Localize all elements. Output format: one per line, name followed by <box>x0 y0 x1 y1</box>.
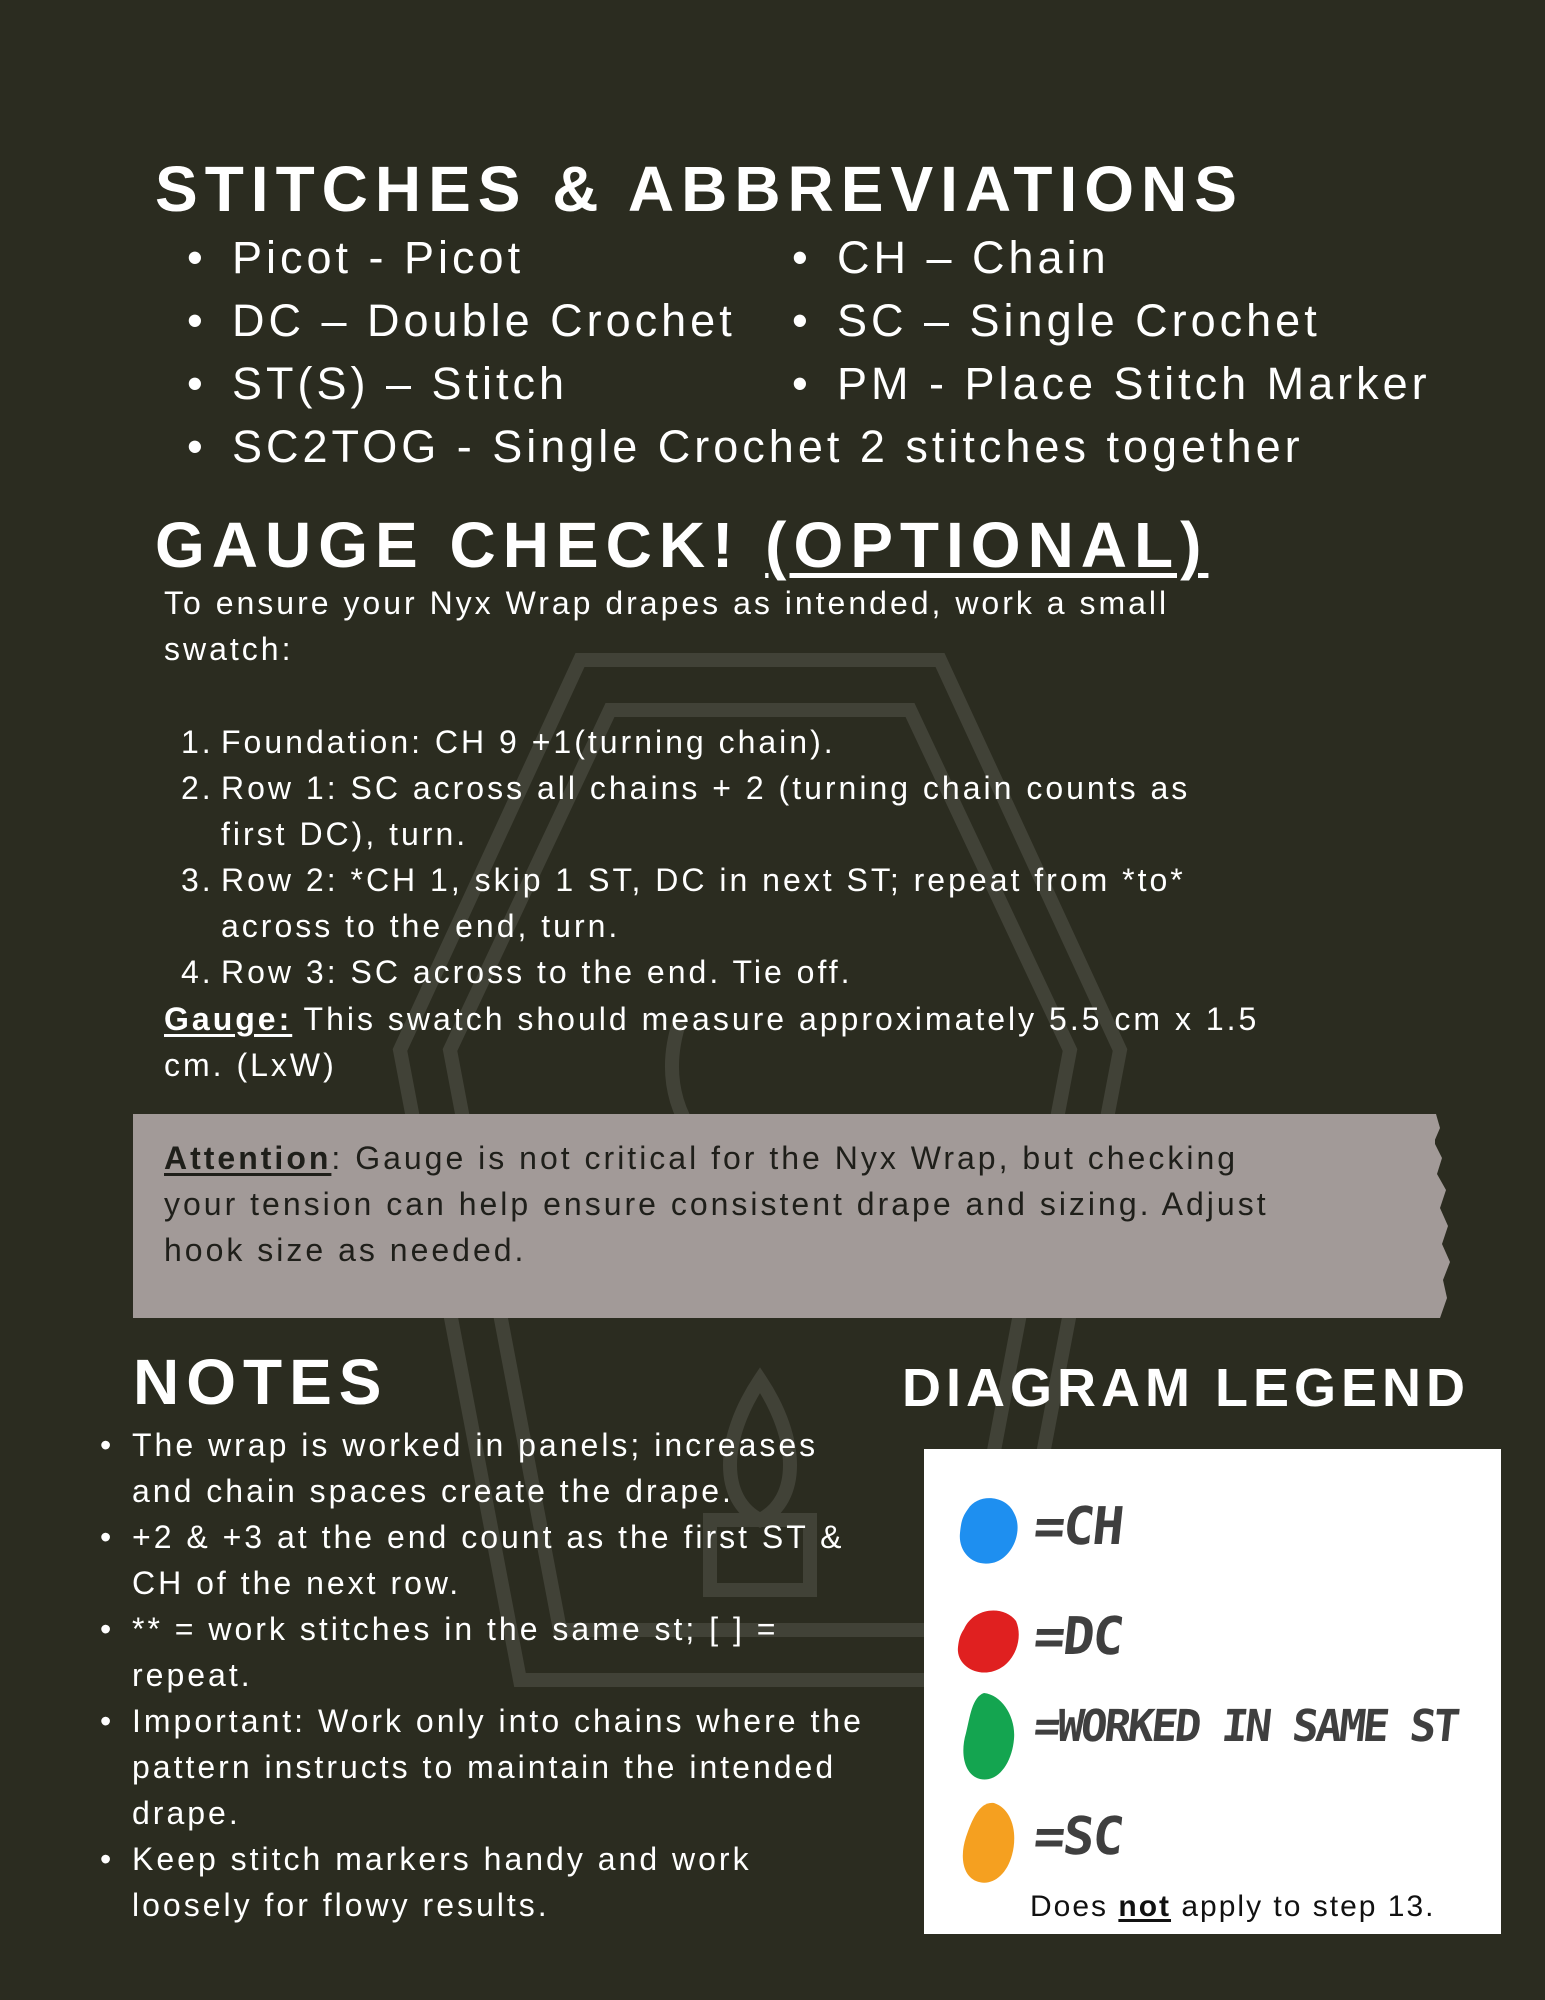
abbreviations-list-right <box>790 226 1431 415</box>
blue-blob-icon <box>954 1489 1024 1569</box>
attention-note <box>164 1135 1294 1273</box>
legend-note-emphasis: not <box>1118 1890 1172 1923</box>
legend-label-ch: =CH <box>1030 1497 1126 1557</box>
list-item <box>164 949 1264 995</box>
stitches-heading: STITCHES & ABBREVIATIONS <box>155 153 1244 225</box>
gauge-measurement <box>164 996 1274 1088</box>
gauge-steps <box>164 719 1264 995</box>
step-text: Row 3: SC across to the end. Tie off. <box>221 954 853 990</box>
legend-label-sc: =SC <box>1030 1807 1126 1867</box>
gauge-label: Gauge: <box>164 1001 293 1037</box>
list-item: • The wrap is worked in panels; increases and chain spaces create the drape. <box>98 1422 878 1514</box>
legend-note-after: apply to step 13. <box>1171 1890 1436 1923</box>
list-item: • SC – Single Crochet <box>790 289 1431 352</box>
list-item: • PM - Place Stitch Marker <box>790 352 1431 415</box>
step-number: 1. <box>181 724 214 760</box>
legend-label-same-st: =WORKED IN SAME ST <box>1031 1701 1460 1752</box>
list-item: • SC2TOG - Single Crochet 2 stitches together <box>185 415 1304 478</box>
gauge-heading-main: GAUGE CHECK! <box>155 509 741 581</box>
step-text: Foundation: CH 9 +1(turning chain). <box>221 724 836 760</box>
gauge-heading-optional: (OPTIONAL) <box>765 509 1209 581</box>
step-number: 4. <box>181 954 214 990</box>
list-item: • +2 & +3 at the end count as the first ST & CH of the next row. <box>98 1514 878 1606</box>
orange-blob-icon <box>954 1799 1024 1889</box>
list-item: • Picot - Picot <box>185 226 1304 289</box>
attention-text: : Gauge is not critical for the Nyx Wrap, but checking your tension can help ensure consistent drape and sizing. Adjust hook size as needed. <box>164 1140 1269 1268</box>
list-item: • ST(S) – Stitch <box>185 352 1304 415</box>
attention-label: Attention <box>164 1140 332 1176</box>
green-blob-icon <box>954 1687 1024 1787</box>
notes-list <box>98 1422 878 1928</box>
gauge-heading <box>155 508 1208 582</box>
list-item: • ** = work stitches in the same st; [ ] = repeat. <box>98 1606 878 1698</box>
legend-heading: DIAGRAM LEGEND <box>902 1358 1470 1418</box>
legend-row-dc <box>954 1599 1494 1689</box>
step-text: Row 1: SC across all chains + 2 (turning chain counts as first DC), turn. <box>221 770 1191 852</box>
legend-row-same-st <box>954 1687 1494 1777</box>
list-item <box>164 765 1264 857</box>
legend-row-sc <box>954 1799 1494 1889</box>
legend-row-ch <box>954 1489 1494 1579</box>
legend-note-before: Does <box>1030 1890 1119 1923</box>
list-item <box>164 719 1264 765</box>
gauge-text: This swatch should measure approximately 5.5 cm x 1.5 cm. (LxW) <box>164 1001 1260 1083</box>
list-item <box>164 857 1264 949</box>
legend-label-dc: =DC <box>1030 1607 1126 1667</box>
step-text: Row 2: *CH 1, skip 1 ST, DC in next ST; repeat from *to* across to the end, turn. <box>221 862 1186 944</box>
diagram-legend <box>924 1449 1501 1934</box>
red-blob-icon <box>954 1599 1024 1679</box>
step-number: 2. <box>181 770 214 806</box>
gauge-intro: To ensure your Nyx Wrap drapes as intended, work a small swatch: <box>164 585 1170 667</box>
list-item: • Important: Work only into chains where the pattern instructs to maintain the intended drape. <box>98 1698 878 1836</box>
legend-note <box>1030 1890 1436 1924</box>
torn-edge-decoration <box>1428 1114 1458 1318</box>
notes-heading: NOTES <box>133 1346 389 1418</box>
list-item: • CH – Chain <box>790 226 1431 289</box>
list-item: • Keep stitch markers handy and work loosely for flowy results. <box>98 1836 878 1928</box>
list-item: • DC – Double Crochet <box>185 289 1304 352</box>
step-number: 3. <box>181 862 214 898</box>
